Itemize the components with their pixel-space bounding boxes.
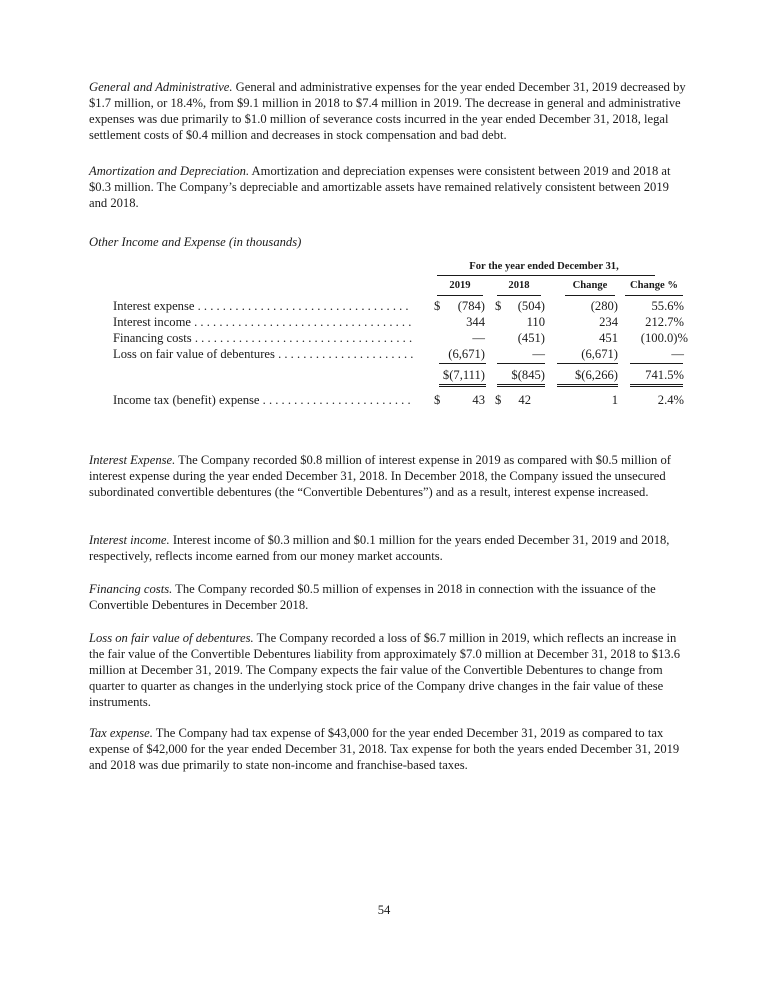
- paragraph-heading: Financing costs.: [89, 582, 173, 596]
- paragraph-general-administrative: [89, 79, 689, 143]
- table-row: [89, 314, 689, 330]
- total-double-rule: [557, 384, 618, 387]
- paragraph-body: The Company had tax expense of $43,000 for the year ended December 31, 2019 as compared to tax expense of $42,000 for the year ended December 31, 2018. Tax expense for both the years ended December 31, 2019 and 2018 was due primarily to state non-income and franchise-based taxes.: [89, 726, 680, 772]
- column-header-2018: 2018: [497, 278, 541, 296]
- cell-change-pct: —: [671, 347, 684, 361]
- subtotal-rule: [439, 363, 486, 364]
- subtotal-rule: [630, 363, 683, 364]
- section-title: Other Income and Expense (in thousands): [89, 235, 302, 249]
- cell-2019: $ 43: [434, 393, 485, 407]
- table-group-header: For the year ended December 31,: [469, 261, 619, 272]
- paragraph-heading: Tax expense.: [89, 726, 153, 740]
- row-label: Income tax (benefit) expense . . . . . . . . . . . . . . . . . . . . . . . .: [113, 393, 411, 407]
- paragraph-body: General and administrative expenses for the year ended December 31, 2019 decreased by $1.7 million, or 18.4%, from $9.1 million in 2018 to $7.4 million in 2019. The decrease in general and administrative expenses was due primarily to $1.0 million of severance costs incurred in the year ended December 31, 2018, legal settlement costs of $0.4 million and decreases in stock compensation and bad debt.: [89, 80, 686, 142]
- table-row: [89, 346, 689, 362]
- page-number: 54: [377, 903, 391, 917]
- total-2019: $(7,111): [442, 368, 485, 382]
- subtotal-rule: [497, 363, 545, 364]
- total-double-rule: [497, 384, 545, 387]
- row-label: Interest income . . . . . . . . . . . . . . . . . . . . . . . . . . . . . . . . . . .: [113, 315, 412, 329]
- cell-change-pct: 55.6%: [651, 299, 684, 313]
- cell-2018: (451): [517, 331, 545, 345]
- paragraph-body: The Company recorded $0.5 million of expenses in 2018 in connection with the issuance of the Convertible Debentures in December 2018.: [89, 582, 656, 612]
- table-row-income-tax: [89, 392, 689, 408]
- paragraph-amortization-depreciation: [89, 163, 689, 211]
- cell-2019: —: [472, 331, 485, 345]
- cell-2018: 110: [526, 315, 545, 329]
- table-row: [89, 330, 689, 346]
- total-2018: $(845): [511, 368, 545, 382]
- paragraph-body: The Company recorded a loss of $6.7 million in 2019, which reflects an increase in the fair value of the Convertible Debentures liability from approximately $7.0 million at December 31, 2018 to $13.6 million at December 31, 2019. The Company expects the fair value of the Convertible Debentures to change from quarter to quarter as changes in the underlying stock price of the Company drive changes in the fair value of these instruments.: [89, 631, 681, 709]
- total-double-rule: [630, 384, 683, 387]
- column-header-change-pct: Change %: [625, 278, 683, 296]
- paragraph-body: Interest income of $0.3 million and $0.1 million for the years ended December 31, 2019 and 2018, respectively, reflects income earned from our money market accounts.: [89, 533, 670, 563]
- total-change: $(6,266): [574, 368, 618, 382]
- cell-change-pct: (100.0)%: [640, 331, 688, 345]
- total-change-pct: 741.5%: [645, 368, 684, 382]
- cell-change-pct: 2.4%: [657, 393, 684, 407]
- cell-change: 1: [611, 393, 618, 407]
- row-label: Interest expense . . . . . . . . . . . . . . . . . . . . . . . . . . . . . . . . . .: [113, 299, 409, 313]
- subtotal-rule: [557, 363, 618, 364]
- paragraph-heading: Interest income.: [89, 533, 170, 547]
- table-total-row: [89, 367, 689, 383]
- table-row: [89, 298, 689, 314]
- cell-2018: —: [532, 347, 545, 361]
- cell-2018: $ (504): [495, 299, 545, 313]
- cell-change: (6,671): [581, 347, 618, 361]
- paragraph-loss-fair-value: [89, 630, 689, 710]
- cell-change: (280): [590, 299, 618, 313]
- paragraph-body: Amortization and depreciation expenses were consistent between 2019 and 2018 at $0.3 million. The Company’s depreciable and amortizable assets have remained relatively consistent between 2019 and 2018.: [89, 164, 671, 210]
- cell-2019: 344: [466, 315, 485, 329]
- paragraph-body: The Company recorded $0.8 million of interest expense in 2019 as compared with $0.5 million of interest expense during the year ended December 31, 2018. In December 2018, the Company issued the unsecured subordinated convertible debentures (the “Convertible Debentures”) and as a result, interest expense increased.: [89, 453, 671, 499]
- cell-change-pct: 212.7%: [645, 315, 684, 329]
- cell-2019: (6,671): [448, 347, 485, 361]
- paragraph-interest-income: [89, 532, 689, 564]
- column-header-change: Change: [565, 278, 615, 296]
- paragraph-heading: Amortization and Depreciation.: [89, 164, 250, 178]
- cell-2018: $ 42: [495, 393, 531, 407]
- row-label: Financing costs . . . . . . . . . . . . . . . . . . . . . . . . . . . . . . . . . . .: [113, 331, 413, 345]
- cell-change: 451: [599, 331, 618, 345]
- column-header-2019: 2019: [437, 278, 483, 296]
- total-double-rule: [439, 384, 486, 387]
- cell-2019: $ (784): [434, 299, 485, 313]
- row-label: Loss on fair value of debentures . . . . . . . . . . . . . . . . . . . . . .: [113, 347, 414, 361]
- paragraph-heading: General and Administrative.: [89, 80, 233, 94]
- paragraph-financing-costs: [89, 581, 689, 613]
- cell-change: 234: [599, 315, 618, 329]
- paragraph-heading: Interest Expense.: [89, 453, 176, 467]
- paragraph-interest-expense: [89, 452, 689, 500]
- paragraph-heading: Loss on fair value of debentures.: [89, 631, 254, 645]
- table-group-header-rule: [437, 275, 655, 276]
- paragraph-tax-expense: [89, 725, 689, 773]
